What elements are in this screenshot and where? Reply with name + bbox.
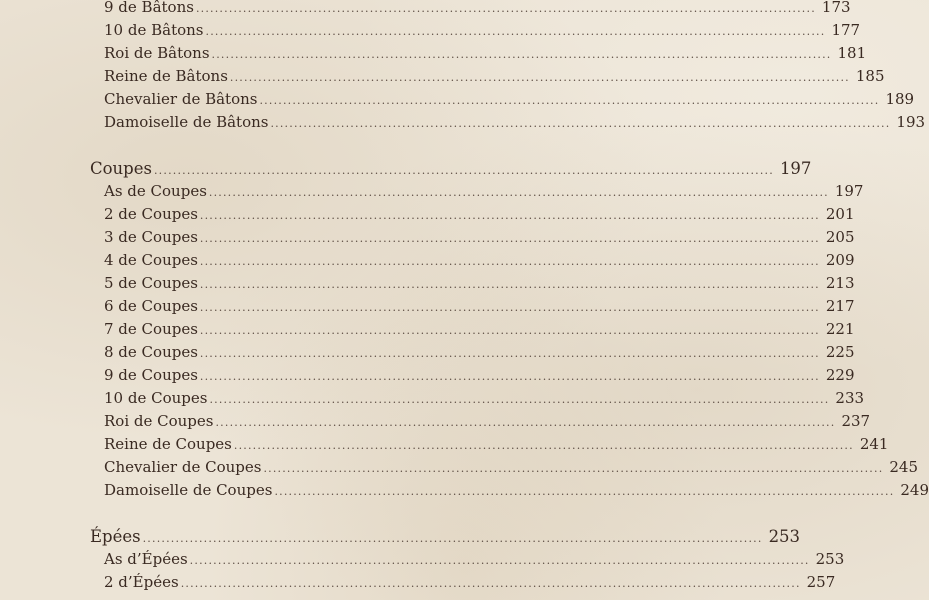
toc-entry-page: 245 (889, 458, 919, 476)
toc-entry-label: 5 de Coupes (104, 274, 198, 292)
toc-entry-page: 189 (885, 90, 915, 108)
toc-entry-label: 2 d’Épées (104, 573, 179, 591)
toc-entry-label: 7 de Coupes (104, 320, 198, 338)
toc-entry[interactable] (104, 272, 855, 294)
dot-leader: .................................................................................................................................... (209, 393, 830, 406)
toc-entry-page: 185 (855, 67, 885, 85)
dot-leader: .................................................................................................................................... (180, 577, 801, 590)
toc-section-page: 197 (779, 159, 812, 178)
dot-leader: .................................................................................................................................... (199, 209, 820, 222)
toc-entry-label: 3 de Coupes (104, 228, 198, 246)
toc-entry-page: 197 (834, 182, 864, 200)
toc-entry-page: 241 (859, 435, 889, 453)
toc-entry-page: 237 (841, 412, 871, 430)
dot-leader: .................................................................................................................................... (199, 278, 820, 291)
toc-entry-label: As de Coupes (104, 182, 207, 200)
toc-entry-label: 2 de Coupes (104, 205, 198, 223)
dot-leader: .................................................................................................................................... (263, 462, 884, 475)
toc-entry[interactable] (104, 295, 855, 317)
toc-entry-page: 201 (825, 205, 855, 223)
toc-entry-page: 213 (825, 274, 855, 292)
toc-entry[interactable] (104, 65, 885, 87)
toc-section-label: Coupes (90, 159, 152, 178)
dot-leader: .................................................................................................................................... (211, 48, 832, 61)
toc-entry[interactable] (104, 88, 915, 110)
toc-entry-label: 4 de Coupes (104, 251, 198, 269)
toc-entry[interactable] (104, 0, 851, 18)
toc-entry[interactable] (104, 456, 919, 478)
dot-leader: .................................................................................................................................... (199, 255, 820, 268)
toc-entry-label: 10 de Coupes (104, 389, 208, 407)
toc-entry-label: 9 de Bâtons (104, 0, 194, 16)
dot-leader: .................................................................................................................................... (215, 416, 836, 429)
toc-entry-page: 253 (815, 550, 845, 568)
toc-entry[interactable] (104, 548, 845, 570)
toc-entry-label: Roi de Coupes (104, 412, 214, 430)
dot-leader: .................................................................................................................................... (153, 164, 774, 177)
dot-leader: .................................................................................................................................... (199, 370, 820, 383)
toc-entry[interactable] (104, 571, 836, 593)
dot-leader: .................................................................................................................................... (205, 25, 826, 38)
toc-entry[interactable] (104, 203, 855, 225)
dot-leader: .................................................................................................................................... (195, 2, 816, 15)
toc-entry[interactable] (104, 318, 855, 340)
toc-entry[interactable] (104, 410, 871, 432)
dot-leader: .................................................................................................................................... (274, 485, 895, 498)
toc-entry[interactable] (104, 111, 926, 133)
dot-leader: .................................................................................................................................... (199, 324, 820, 337)
toc-entry-page: 229 (825, 366, 855, 384)
toc-entry-page: 209 (825, 251, 855, 269)
toc-entry-page: 181 (837, 44, 867, 62)
toc-entry-label: 10 de Bâtons (104, 21, 204, 39)
toc-entry-label: 8 de Coupes (104, 343, 198, 361)
dot-leader: .................................................................................................................................... (229, 71, 850, 84)
dot-leader: .................................................................................................................................... (199, 301, 820, 314)
toc-entry-label: Damoiselle de Coupes (104, 481, 273, 499)
toc-entry-label: Chevalier de Bâtons (104, 90, 258, 108)
toc-entry[interactable] (104, 226, 855, 248)
toc-entry-page: 217 (825, 297, 855, 315)
dot-leader: .................................................................................................................................... (199, 347, 820, 360)
dot-leader: .................................................................................................................................... (259, 94, 880, 107)
toc-entry-page: 225 (825, 343, 855, 361)
toc-section-epees[interactable] (90, 526, 801, 548)
toc-entry-label: Damoiselle de Bâtons (104, 113, 269, 131)
dot-leader: .................................................................................................................................... (208, 186, 829, 199)
toc-entry-label: 9 de Coupes (104, 366, 198, 384)
toc-entry-page: 173 (821, 0, 851, 16)
toc-entry[interactable] (104, 19, 861, 41)
toc-entry-page: 221 (825, 320, 855, 338)
dot-leader: .................................................................................................................................... (142, 532, 763, 545)
toc-section-page: 253 (768, 527, 801, 546)
toc-entry-label: Reine de Coupes (104, 435, 232, 453)
toc-entry-page: 205 (825, 228, 855, 246)
toc-entry-page: 177 (831, 21, 861, 39)
toc-entry[interactable] (104, 180, 864, 202)
toc-entry-page: 249 (900, 481, 929, 499)
dot-leader: .................................................................................................................................... (189, 554, 810, 567)
toc-entry[interactable] (104, 433, 889, 455)
toc-entry-page: 233 (835, 389, 865, 407)
toc-section-coupes[interactable] (90, 158, 812, 180)
toc-section-label: Épées (90, 527, 141, 546)
dot-leader: .................................................................................................................................... (233, 439, 854, 452)
toc-entry[interactable] (104, 387, 865, 409)
toc-entry-label: Chevalier de Coupes (104, 458, 262, 476)
toc-entry[interactable] (104, 341, 855, 363)
toc-entry[interactable] (104, 479, 929, 501)
toc-entry-label: Roi de Bâtons (104, 44, 210, 62)
toc-entry-page: 193 (896, 113, 926, 131)
toc-entry[interactable] (104, 364, 855, 386)
toc-entry-label: 6 de Coupes (104, 297, 198, 315)
toc-entry-page: 257 (806, 573, 836, 591)
toc-entry-label: Reine de Bâtons (104, 67, 228, 85)
toc-entry[interactable] (104, 42, 867, 64)
dot-leader: .................................................................................................................................... (270, 117, 891, 130)
dot-leader: .................................................................................................................................... (199, 232, 820, 245)
toc-entry-label: As d’Épées (104, 550, 188, 568)
toc-entry[interactable] (104, 249, 855, 271)
